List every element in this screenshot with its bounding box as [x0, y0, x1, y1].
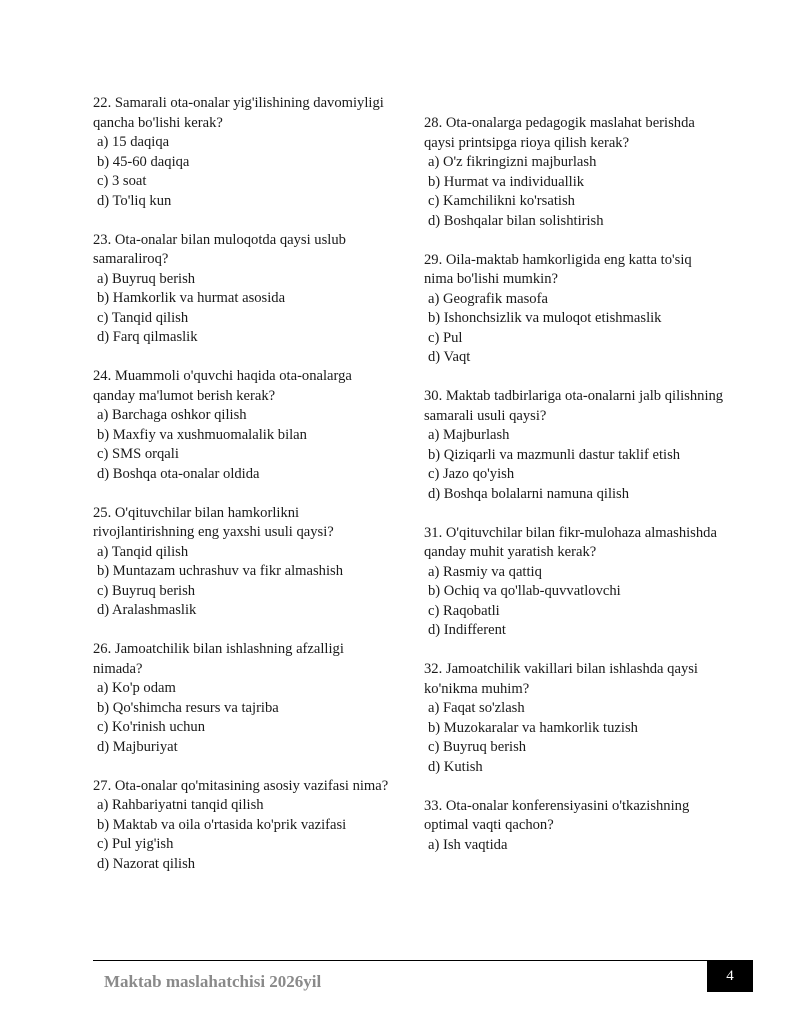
- answer-options: [424, 836, 724, 856]
- answer-option: d) Vaqt: [428, 349, 471, 365]
- answer-option: d) Boshqa bolalarni namuna qilish: [428, 485, 630, 502]
- answer-option: c) 3 soat: [97, 173, 147, 189]
- answer-options: [93, 270, 393, 348]
- answer-option: b) Qo'shimcha resurs va tajriba: [97, 699, 279, 716]
- answer-option: d) Aralashmaslik: [97, 602, 197, 618]
- question-block: [93, 777, 393, 875]
- answer-option: d) Boshqalar bilan solishtirish: [428, 212, 604, 229]
- question-block: [424, 114, 724, 231]
- question-block: [93, 94, 393, 211]
- answer-option: c) Ko'rinish uchun: [97, 719, 206, 735]
- answer-option: a) Faqat so'zlash: [428, 700, 525, 716]
- question-text: 30. Maktab tadbirlariga ota-onalarni jalb qilishning samarali usuli qaysi?: [424, 388, 724, 424]
- question-block: [93, 231, 393, 348]
- answer-option: d) Indifferent: [428, 622, 506, 638]
- answer-options: [424, 153, 724, 231]
- footer-divider: [93, 960, 707, 961]
- answer-option: a) Geografik masofa: [428, 290, 548, 307]
- answer-option: c) Jazo qo'yish: [428, 466, 515, 482]
- answer-option: a) Barchaga oshkor qilish: [97, 407, 247, 423]
- question-text: 27. Ota-onalar qo'mitasining asosiy vazifasi nima?: [93, 777, 389, 794]
- question-text: 28. Ota-onalarga pedagogik maslahat berishda qaysi printsipga rioya qilish kerak?: [424, 115, 695, 151]
- question-text: 31. O'qituvchilar bilan fikr-mulohaza almashishda qanday muhit yaratish kerak?: [424, 524, 717, 560]
- question-block: [424, 387, 724, 504]
- question-text: 25. O'qituvchilar bilan hamkorlikni rivojlantirishning eng yaxshi usuli qaysi?: [93, 504, 334, 540]
- answer-option: a) O'z fikringizni majburlash: [428, 154, 597, 170]
- answer-option: a) Ish vaqtida: [428, 836, 508, 853]
- page-number-badge: [707, 960, 753, 992]
- left-column: [93, 94, 393, 894]
- right-column: [424, 114, 724, 875]
- answer-option: a) 15 daqiqa: [97, 134, 170, 150]
- answer-option: c) SMS orqali: [97, 446, 179, 462]
- answer-option: b) Hamkorlik va hurmat asosida: [97, 290, 286, 306]
- question-block: [424, 251, 724, 368]
- answer-option: d) Kutish: [428, 758, 483, 775]
- answer-options: [93, 543, 393, 621]
- answer-option: a) Buyruq berish: [97, 270, 196, 287]
- question-block: [93, 504, 393, 621]
- answer-option: a) Majburlash: [428, 427, 510, 443]
- answer-option: d) Majburiyat: [97, 738, 178, 755]
- answer-option: b) Maxfiy va xushmuomalalik bilan: [97, 426, 307, 443]
- question-text: 33. Ota-onalar konferensiyasini o'tkazishning optimal vaqti qachon?: [424, 797, 690, 833]
- answer-option: d) Nazorat qilish: [97, 855, 196, 872]
- question-block: [424, 660, 724, 777]
- question-text: 24. Muammoli o'quvchi haqida ota-onalarga qanday ma'lumot berish kerak?: [93, 368, 352, 404]
- answer-option: b) Qiziqarli va mazmunli dastur taklif etish: [428, 446, 681, 463]
- answer-option: a) Ko'p odam: [97, 680, 176, 696]
- answer-options: [424, 290, 724, 368]
- answer-options: [424, 699, 724, 777]
- footer-title: Maktab maslahatchisi 2026yil: [104, 972, 322, 991]
- answer-options: [93, 133, 393, 211]
- answer-options: [424, 563, 724, 641]
- answer-option: b) Ishonchsizlik va muloqot etishmaslik: [428, 310, 662, 326]
- answer-option: b) Ochiq va qo'llab-quvvatlovchi: [428, 583, 621, 599]
- answer-option: b) Hurmat va individuallik: [428, 173, 585, 190]
- answer-option: a) Rahbariyatni tanqid qilish: [97, 797, 264, 813]
- answer-option: d) To'liq kun: [97, 192, 172, 209]
- answer-option: c) Raqobatli: [428, 602, 500, 619]
- question-text: 22. Samarali ota-onalar yig'ilishining davomiyligi qancha bo'lishi kerak?: [93, 95, 384, 131]
- question-block: [93, 367, 393, 484]
- answer-option: c) Kamchilikni ko'rsatish: [428, 193, 575, 209]
- answer-option: b) 45-60 daqiqa: [97, 153, 190, 170]
- answer-option: c) Buyruq berish: [97, 582, 196, 599]
- answer-option: d) Boshqa ota-onalar oldida: [97, 465, 260, 482]
- page-number: 4: [726, 967, 734, 984]
- question-text: 32. Jamoatchilik vakillari bilan ishlashda qaysi ko'nikma muhim?: [424, 661, 698, 697]
- answer-option: a) Tanqid qilish: [97, 543, 189, 560]
- question-block: [424, 797, 724, 856]
- answer-options: [93, 679, 393, 757]
- answer-option: c) Pul: [428, 329, 463, 346]
- question-block: [424, 524, 724, 641]
- question-text: 29. Oila-maktab hamkorligida eng katta to'siq nima bo'lishi mumkin?: [424, 251, 692, 287]
- question-block: [93, 640, 393, 757]
- answer-options: [93, 796, 393, 874]
- question-text: 26. Jamoatchilik bilan ishlashning afzalligi nimada?: [93, 641, 344, 677]
- answer-option: b) Muzokaralar va hamkorlik tuzish: [428, 719, 638, 736]
- answer-option: a) Rasmiy va qattiq: [428, 563, 542, 580]
- answer-option: c) Buyruq berish: [428, 739, 527, 755]
- answer-options: [93, 406, 393, 484]
- answer-option: c) Tanqid qilish: [97, 309, 189, 326]
- answer-option: b) Maktab va oila o'rtasida ko'prik vazifasi: [97, 816, 347, 833]
- answer-option: d) Farq qilmaslik: [97, 329, 198, 345]
- question-text: 23. Ota-onalar bilan muloqotda qaysi uslub samaraliroq?: [93, 231, 346, 267]
- answer-options: [424, 426, 724, 504]
- answer-option: b) Muntazam uchrashuv va fikr almashish: [97, 563, 343, 579]
- answer-option: c) Pul yig'ish: [97, 836, 174, 852]
